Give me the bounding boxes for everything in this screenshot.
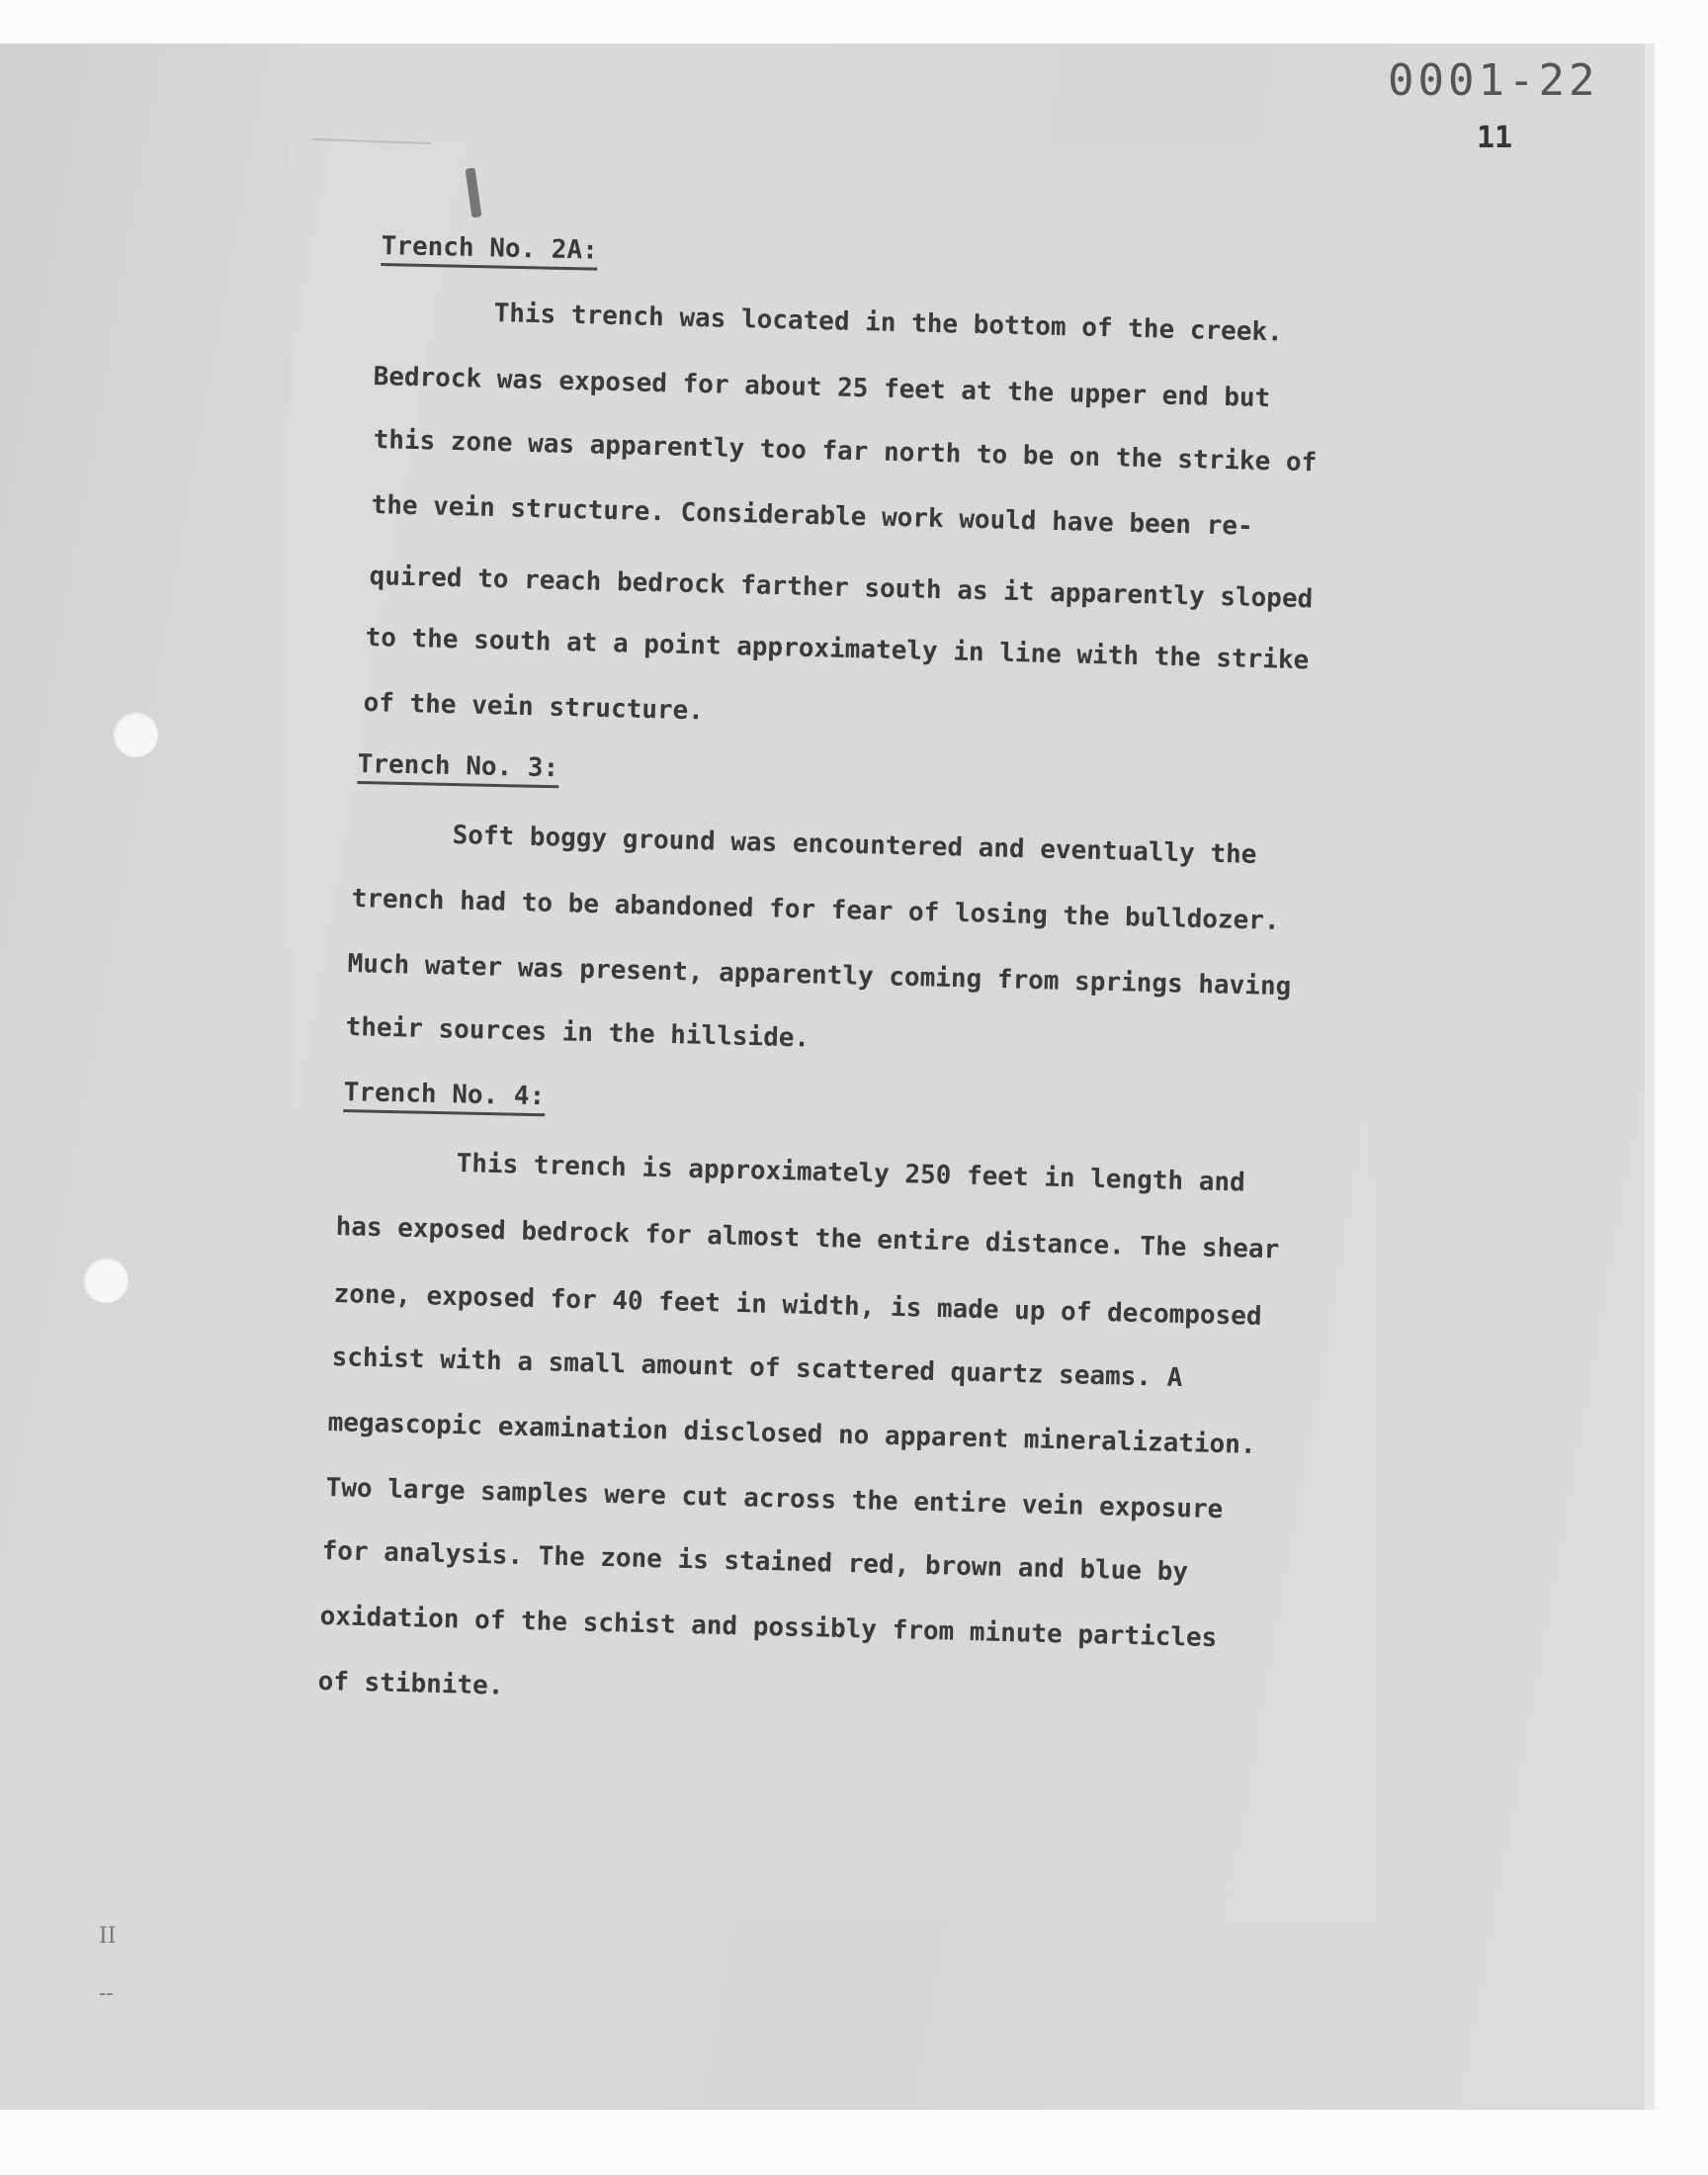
paragraph-line: Much water was present, apparently coming from springs having (347, 949, 1292, 1002)
paragraph-line: Bedrock was exposed for about 25 feet at the upper end but (373, 362, 1271, 414)
paragraph-line: zone, exposed for 40 feet in width, is made up of decomposed (333, 1279, 1262, 1332)
margin-mark: II (99, 1924, 117, 1949)
margin-mark: -- (99, 1981, 114, 2006)
paragraph-line: This trench is approximately 250 feet in length and (456, 1149, 1246, 1198)
page-number: 11 (1477, 121, 1513, 155)
paragraph-line: oxidation of the schist and possibly from minute particles (319, 1602, 1218, 1654)
paragraph-line: schist with a small amount of scattered quartz seams. A (331, 1343, 1183, 1394)
paragraph-line: trench had to be abandoned for fear of losing the bulldozer. (351, 884, 1280, 936)
document-id: 0001-22 (1388, 55, 1599, 106)
paragraph-line: the vein structure. Considerable work would have been re- (371, 490, 1253, 542)
paragraph-line: megascopic examination disclosed no apparent mineralization. (327, 1408, 1256, 1460)
paragraph-line: of the vein structure. (363, 688, 705, 727)
paragraph-line: This trench was located in the bottom of the creek. (493, 299, 1284, 348)
paragraph-line: for analysis. The zone is stained red, brown and blue by (321, 1536, 1189, 1588)
paragraph-line: their sources in the hillside. (345, 1012, 811, 1054)
paragraph-line: quired to reach bedrock farther south as it apparently sloped (369, 562, 1314, 615)
section-heading-trench-2a: Trench No. 2A: (381, 231, 598, 271)
paragraph-line: Soft boggy ground was encountered and eventually the (452, 821, 1257, 870)
paragraph-line: has exposed bedrock for almost the entire distance. The shear (335, 1212, 1280, 1265)
paragraph-line: Two large samples were cut across the entire vein exposure (325, 1473, 1224, 1525)
paragraph-line: of stibnite. (317, 1667, 504, 1701)
paragraph-line: to the south at a point approximately in line with the strike (365, 623, 1310, 676)
section-heading-trench-4: Trench No. 4: (343, 1078, 545, 1116)
paragraph-line: this zone was apparently too far north to be on the strike of (373, 425, 1318, 478)
section-heading-trench-3: Trench No. 3: (357, 749, 558, 788)
